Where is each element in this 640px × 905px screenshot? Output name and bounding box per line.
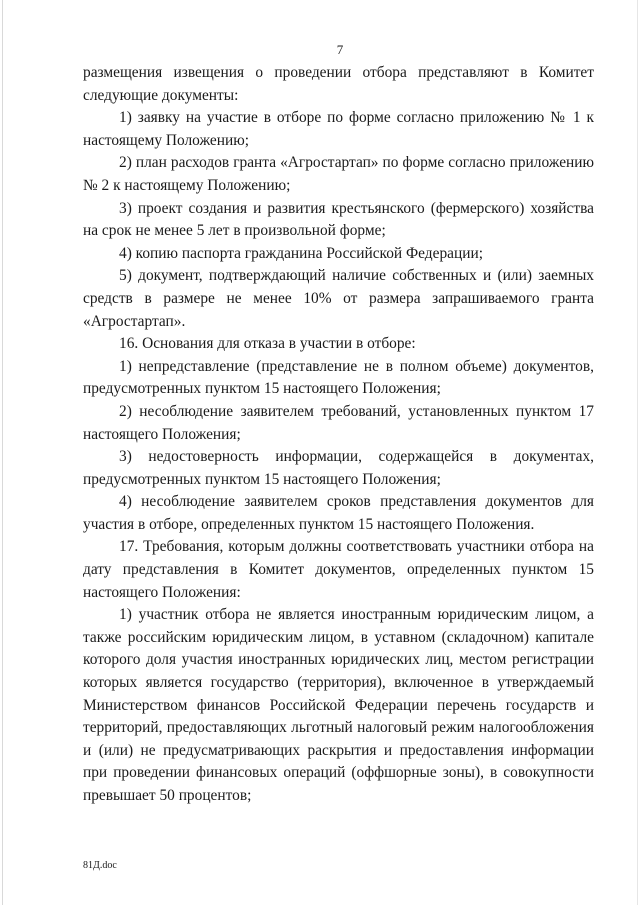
section-16-heading: 16. Основания для отказа в участии в отборе: [119,335,416,353]
section-17-item-1: 1) участник отбора не является иностранным юридическим лицом, а также российским юридическим лицом, в уставном (складочном) капитале которого доля участия иностранных юридических лиц, местом регистрации которых является государство (территория), включенное в утверждаемый Министерством финансов Российской Федерации перечень государств и территорий, предоставляющих льготный налоговый режим налогообложения и (или) не предусматривающих раскрытия и предоставления информации при проведении финансовых операций (оффшорные зоны), в совокупности превышает 50 процентов; [83,606,594,804]
section-16-item-1: 1) непредставление (представление не в полном объеме) документов, предусмотренных пунктом 15 настоящего Положения; [83,357,594,398]
section-17-heading: 17. Требования, которым должны соответствовать участники отбора на дату представления в Комитет документов, определенных пунктом 15 настоящего Положения: [83,538,594,601]
list-item-3-development-project: 3) проект создания и развития крестьянского (фермерского) хозяйства на срок не менее 5 лет в произвольной форме; [83,199,594,240]
footer-filename: 81Д.doc [83,860,117,871]
section-16-item-2: 2) несоблюдение заявителем требований, установленных пунктом 17 настоящего Положения; [83,402,594,443]
list-item-4-passport: 4) копию паспорта гражданина Российской Федерации; [119,244,483,262]
section-16-item-3: 3) недостоверность информации, содержащейся в документах, предусмотренных пунктом 15 настоящего Положения; [83,448,594,488]
list-item-2-expense-plan: 2) план расходов гранта «Агростартап» по форме согласно приложению № 2 к настоящему Положению; [83,154,594,194]
page-right-edge [637,0,638,905]
page-number: 7 [336,42,344,57]
list-item-5-funds-document: 5) документ, подтверждающий наличие собственных и (или) заемных средств в размере не менее 10% от размера запрашиваемого гранта «Агростартап». [83,267,594,330]
document-body [83,62,594,808]
paragraph-continuation: размещения извещения о проведении отбора представляют в Комитет следующие документы: [83,64,594,104]
list-item-1-application: 1) заявку на участие в отборе по форме согласно приложению № 1 к настоящему Положению; [83,109,594,149]
section-16-item-4: 4) несоблюдение заявителем сроков представления документов для участия в отборе, определенных пунктом 15 настоящего Положения. [83,493,594,533]
page-left-edge [2,0,3,905]
